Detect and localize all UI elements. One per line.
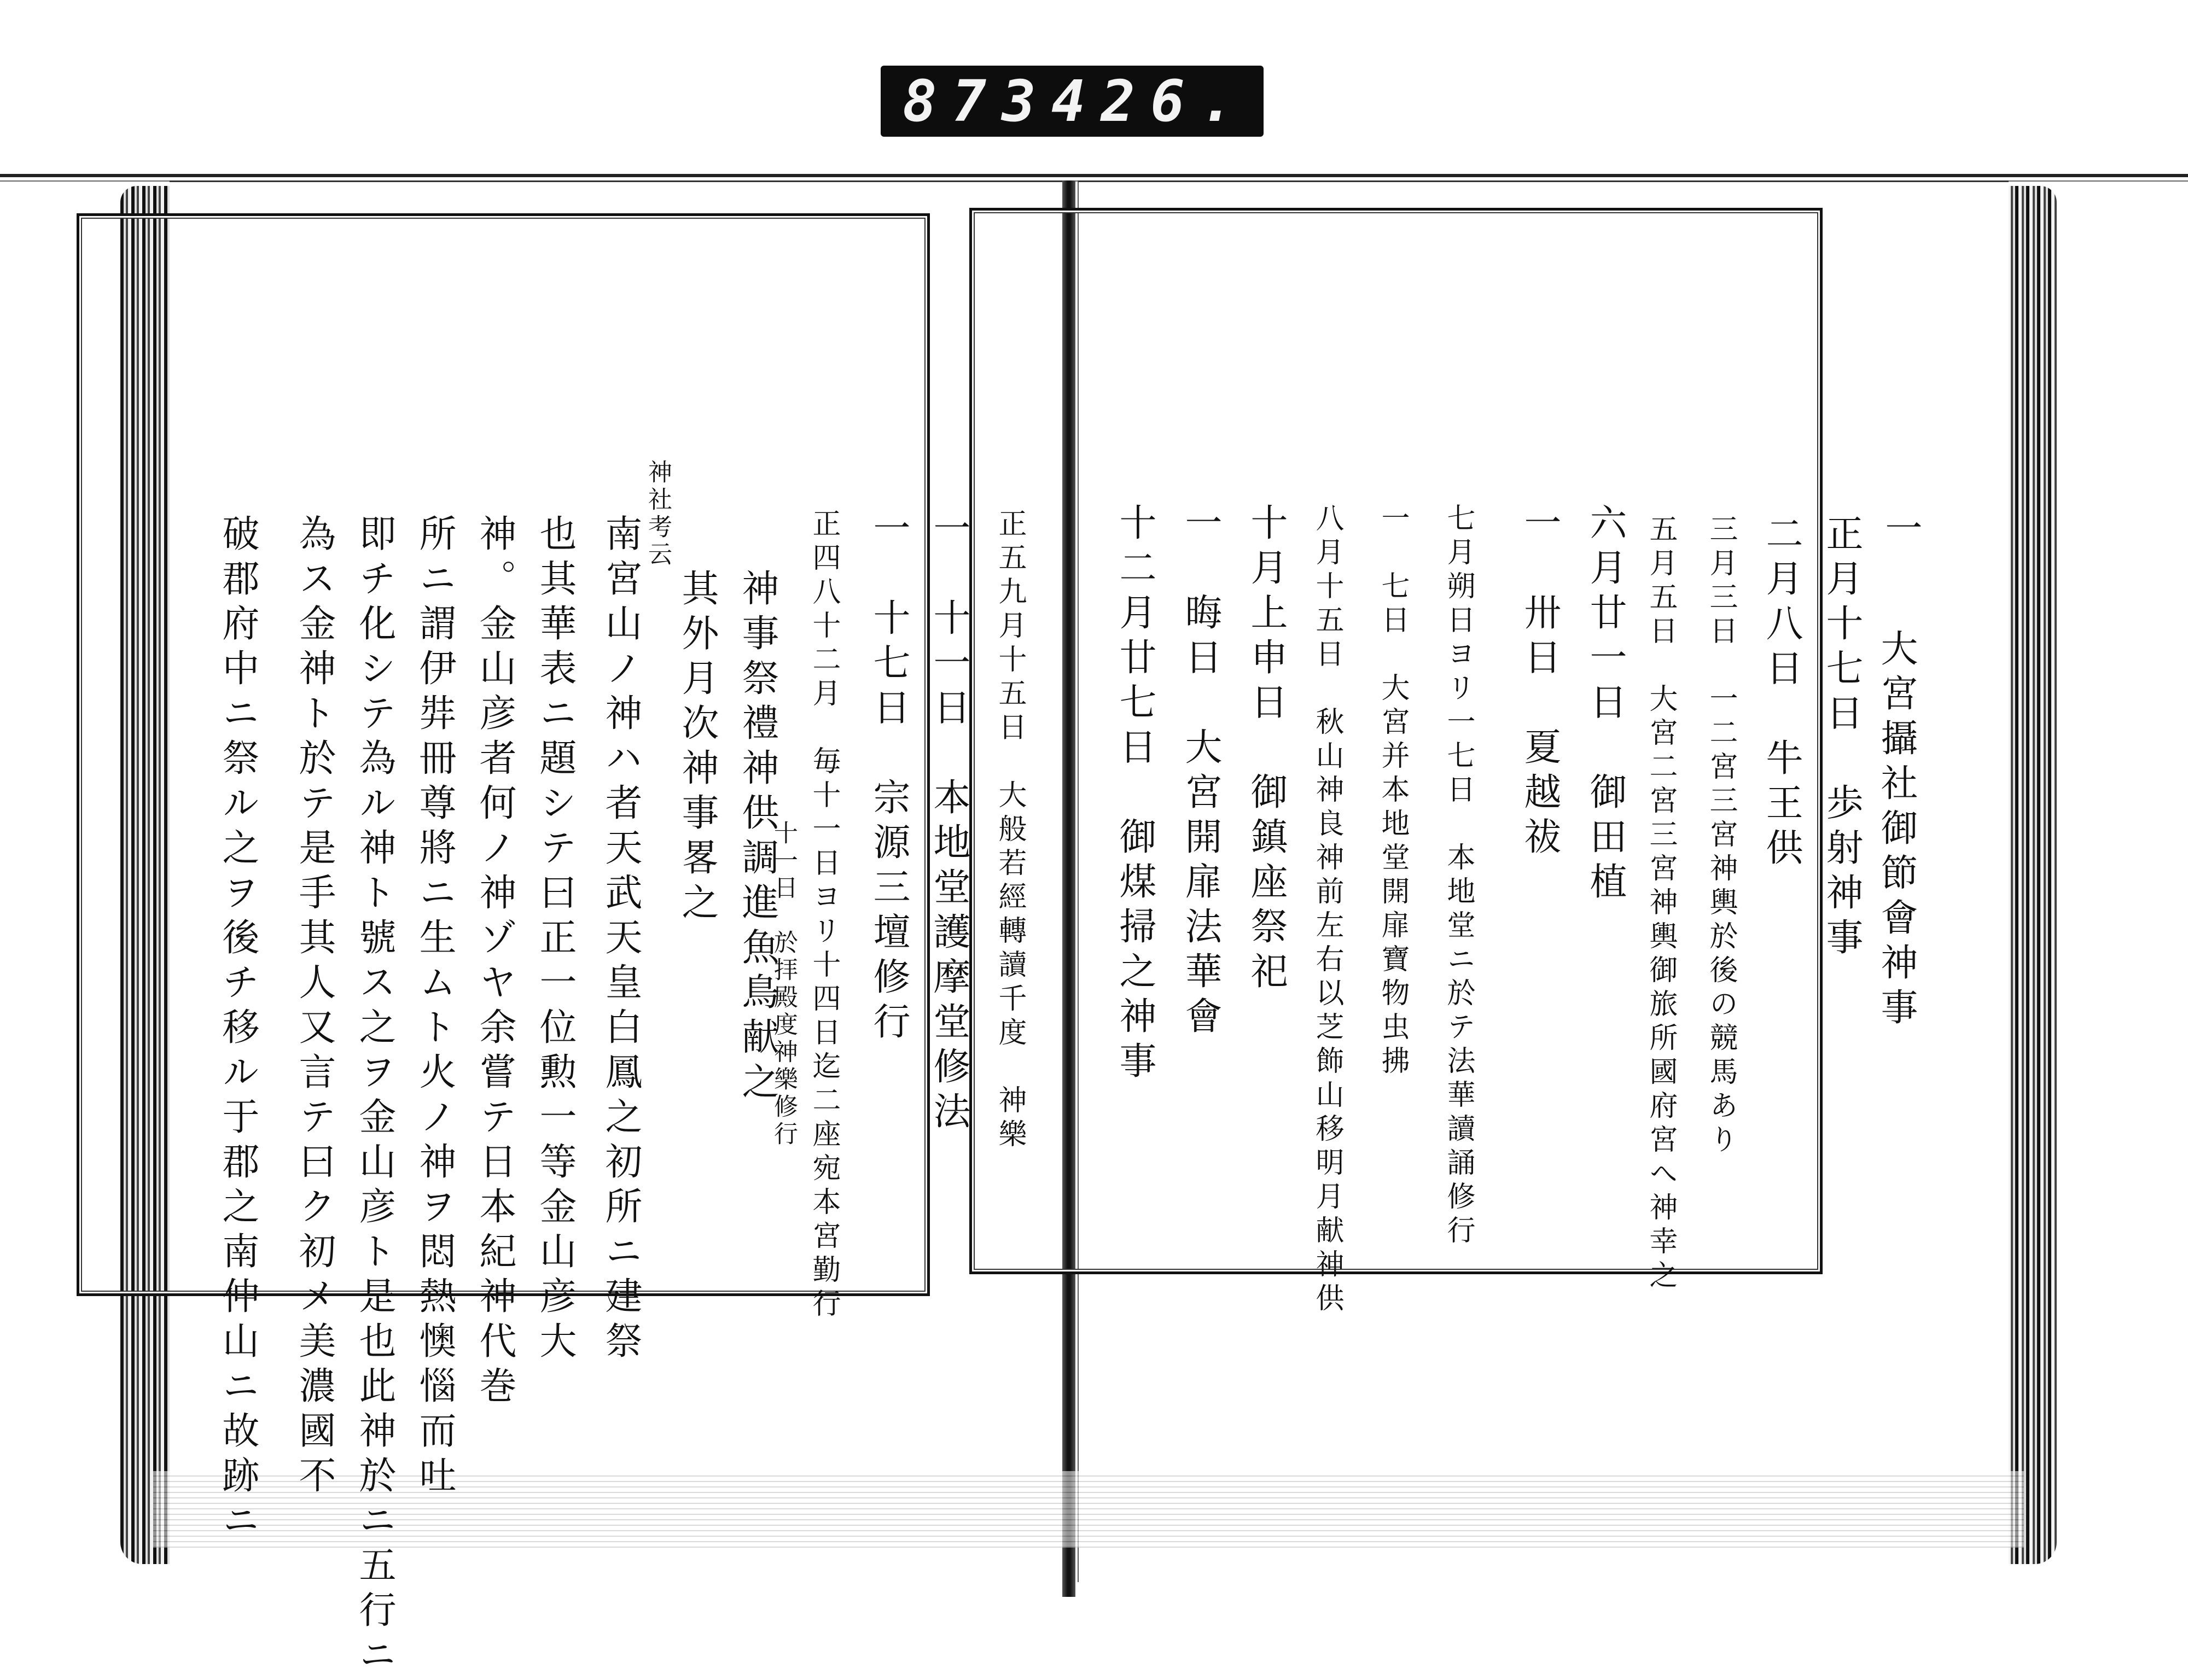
left-col-10: 所ニ謂伊弉冊尊將ニ生ムト火ノ神ヲ悶熱懊惱而吐 xyxy=(413,514,456,1501)
left-col-12: 為ス金神ト於テ是手其人又言テ曰ク初メ美濃國不 xyxy=(293,514,336,1501)
right-col-11: 八月十五日 秋山神良神前左右以芝飾山移明月献神供 xyxy=(1311,503,1343,1317)
right-col-10: 一 七日 大宮并本地堂開扉寶物虫拂 xyxy=(1376,503,1409,1080)
left-col-1: 正五九月十五日 大般若經轉讀千度 神樂 xyxy=(993,509,1026,1153)
right-col-4: 二月八日 牛王供 xyxy=(1760,514,1803,873)
left-col-8: 也其華表ニ題シテ曰正一位勲一等金山彦大 xyxy=(533,514,577,1366)
right-col-7: 六月廿一日 御田植 xyxy=(1584,503,1627,907)
left-col-7: 南宮山ノ神ハ者天武天皇白鳳之初所ニ建祭 xyxy=(599,514,642,1366)
left-col-4-note: 十一日 於拝殿度神樂修行 xyxy=(770,820,798,1148)
right-col-6: 五月五日 大宮二宮三宮神輿御旅所國府宮へ神幸之 xyxy=(1644,514,1677,1294)
right-col-2: 大宮攝社御節會神事 xyxy=(1875,629,1918,1032)
left-col-6: 其外月次神事畧之 xyxy=(676,569,719,928)
left-col-source-note: 神社考云 xyxy=(644,459,672,569)
right-col-8: 一 卅日 夏越祓 xyxy=(1518,503,1561,862)
right-col-1: 一 xyxy=(1879,509,1922,553)
left-col-3: 一 十七日 宗源三壇修行 xyxy=(867,509,910,1047)
right-col-3: 正月十七日 歩射神事 xyxy=(1820,514,1863,962)
right-col-9: 七月朔日ヨリ一七日 本地堂ニ於テ法華讀誦修行 xyxy=(1442,503,1475,1249)
book-edge-right xyxy=(2007,186,2057,1564)
right-col-12: 十月上申日 御鎮座祭祀 xyxy=(1244,503,1288,996)
right-col-13: 一 晦日 大宮開扉法華會 xyxy=(1179,503,1222,1041)
right-col-5: 三月三日 一二宮三宮神輿於後の競馬あり xyxy=(1704,514,1737,1158)
archive-label-plate xyxy=(881,66,1264,137)
left-col-11: 即チ化シテ為ル神ト號ス之ヲ金山彦ト是也此神於ニ五行ニ xyxy=(353,514,396,1680)
left-col-9: 神。金山彦者何ノ神ゾヤ余嘗テ日本紀神代巻 xyxy=(473,514,516,1411)
label-right-number: 426. xyxy=(1051,68,1250,135)
left-col-4: 正四八十二月 毎十一日ヨリ十四日迄二座宛本宮勤行 xyxy=(807,509,840,1322)
left-col-2: 一 十一日 本地堂護摩堂修法 xyxy=(927,509,970,1136)
label-left-number: 873 xyxy=(903,68,1051,135)
left-col-13: 破郡府中ニ祭ル之ヲ後チ移ル于郡之南仲山ニ故跡ニ xyxy=(216,514,259,1545)
right-col-14: 十二月廿七日 御煤掃之神事 xyxy=(1113,503,1156,1086)
scan-edge-line xyxy=(0,174,2188,177)
left-col-5: 神事祭禮神供調進魚鳥献之 xyxy=(736,569,779,1107)
